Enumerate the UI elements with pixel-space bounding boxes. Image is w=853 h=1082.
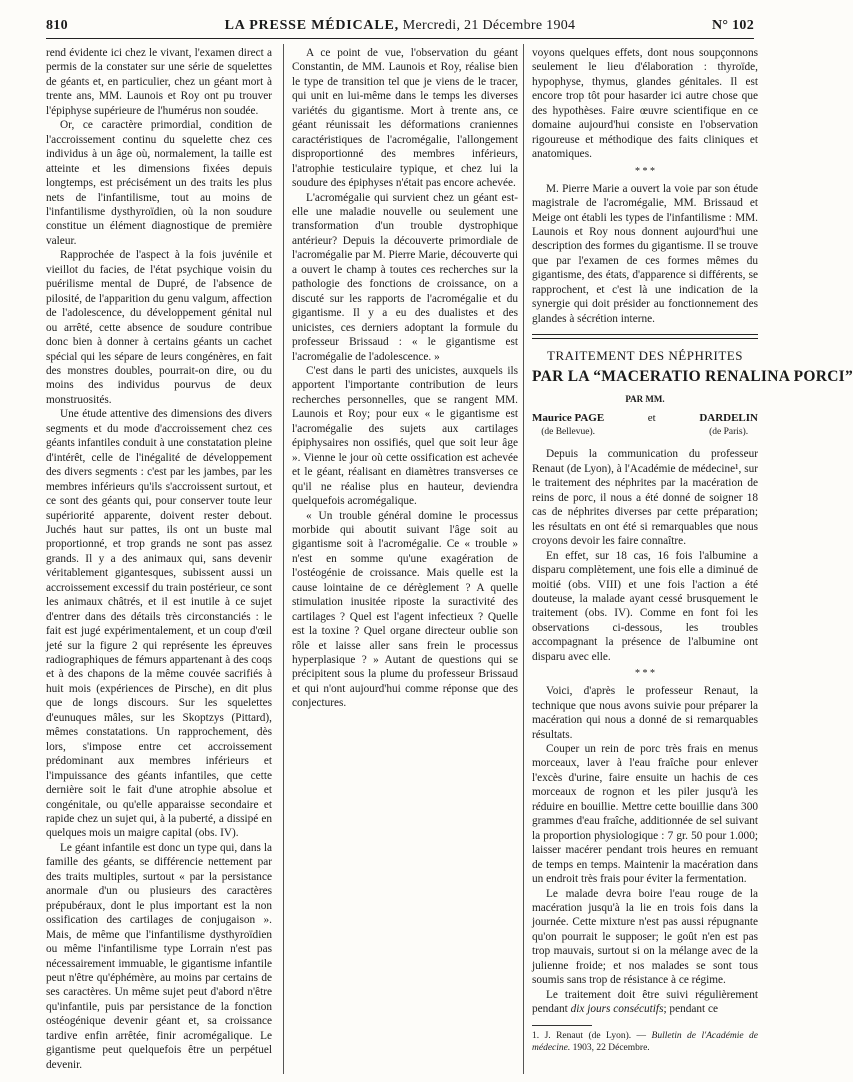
masthead: LA PRESSE MÉDICALE, — [224, 18, 399, 33]
conjunction: et — [647, 411, 656, 424]
footnote — [532, 1030, 758, 1054]
section-separator: * * * — [635, 668, 655, 680]
article-heading: TRAITEMENT DES NÉPHRITES — [547, 348, 743, 364]
column-3 — [532, 46, 853, 1071]
author — [532, 411, 604, 440]
page-header — [46, 14, 754, 38]
paragraph: rend évidente ici chez le vivant, l'examen direct a permis de la constater sur une série de squelettes de géants et, en particulier, chez un géant mort à trente ans, MM. Launois et Roy ont pu trouver l'épiphyse supérieure de l'humérus non soudée. — [46, 47, 272, 117]
paragraph: Couper un rein de porc très frais en menus morceaux, laver à l'eau fraîche pour enlever l'excès d'urine, faire ensuite un hachis de ces morceaux de rognon et les piler jusqu'à les réduire en bouillie. Mettre cette bouillie dans 300 grammes d'eau fraîche, additionnée de sel suivant la proportion physiologique : 7 gr. 50 pour 1.000; laisser macérer pendant trois heures en remuant de temps en temps. Maintenir la macération dans un endroit très frais pour éviter la fermentation. — [532, 743, 758, 886]
column-1 — [46, 46, 272, 1071]
paragraph: C'est dans le parti des unicistes, auxquels ils apportent l'importante contribution de leurs recherches personnelles, que se rangent MM. Launois et Roy; pour eux « le gigantisme est l'acromégalie des sujets aux cartilages épiphysaires non ossifiés, quel que soit leur âge ». Vienne le jour où cette ossification est achevée et le géant, réalisant en diamètres transverses ce qu'il ne réalise plus en hauteur, deviendra quelquefois acromégalique. — [292, 364, 518, 508]
footnote-text: 1. J. Renaut (de Lyon). — — [532, 1030, 647, 1041]
author-origin: (de Bellevue). — [541, 426, 595, 437]
paragraph: voyons quelques effets, dont nous soupçonnons seulement le lieu d'élaboration : thyroïde, hypophyse, thymus, glandes génitales. Il est encore trop tôt pour hasarder ici autre chose que des hypothèses. Faire œuvre scientifique en ce domaine aujourd'hui consiste en l'observation rigoureuse et méthodique des faits cliniques et anatomiques. — [532, 47, 758, 161]
author — [699, 411, 758, 440]
paragraph: « Un trouble général domine le processus morbide qui aboutit suivant l'âge soit au gigantisme soit à l'acromégalie. Ce « trouble » n'est en somme qu'une exagération de l'ostéogénie de croissance. Mais quelle est la cause lointaine de ce dérèglement ? A quelle stimulation inusitée riposte la suractivité des cartilages ? Quel est l'agent infectieux ? Quelle est la toxine ? Quel organe directeur oublie son rôle et laisse aller sans frein le processus hyperplasique ? » Autant de questions qui se précipitent sous la plume du professeur Brissaud et qui n'ont aujourd'hui comme réponse que des conjectures. — [292, 509, 518, 710]
author-name: DARDELIN — [699, 411, 758, 424]
page-number: 810 — [46, 18, 68, 33]
issue-date: Mercredi, 21 Décembre 1904 — [402, 18, 576, 33]
header-rule — [46, 38, 754, 39]
emphasis: dix jours consécutifs — [570, 1003, 664, 1016]
paragraph: A ce point de vue, l'observation du géant Constantin, de MM. Launois et Roy, réalise bien le type de transition tel que je viens de le tracer, qui unit en lui-même dans le temps les diverses variétés du gigantisme. Mort à trente ans, ce géant réunissait les déformations craniennes caractéristiques de l'acromégalie, l'allongement disproportionné des membres inférieurs, l'atrophie testiculaire typique, et chez lui la soudure des épiphyses n'était pas encore achevée. — [292, 47, 518, 190]
issue-number: N° 102 — [711, 18, 754, 33]
article-separator — [532, 334, 758, 339]
paragraph: Depuis la communication du professeur Renaut (de Lyon), à l'Académie de médecine¹, sur le traitement des néphrites par la macération de reins de porc, il nous a été donné de soigner 18 cas de néphrites diverses par cette préparation; les résultats en ont été si remarquables que nous croyons devoir les faire connaître. — [532, 448, 758, 548]
paragraph: Une étude attentive des dimensions des divers segments et du mode d'accroissement chez ces géants infantiles conduit à une constatation pleine d'intérêt, celle de l'inégalité de développement des divers segments : c'est par les jambes, par les membres inférieurs qu'ils s'accroissent surtout, et ce sont des géants qui, pour conserver toute leur supériorité apparente, doivent rester debout. Juchés haut sur pattes, ils ont un buste mal proportionné, et trop grands ne sont pas assez grands. Il y a des animaux qui, sans devenir véritablement gigantesques, subissent aussi un accroissement excessif du train postérieur, ce sont les animaux châtrés, et il est inutile à ce sujet d'entrer dans des détails très circonstanciés : le fait est jugé expérimentalement, et un coup d'œil jeté sur la figure 2 qui représente les épreuves radiographiques de fémurs appartenant à des coqs et à des chapons de la même couvée sacrifiés à huit mois (expériences de Pirsche), en dit plus que de longs discours. Sur les squelettes d'eunuques mâles, sur les Skoptzys (Pittard), mêmes constatations. Un rapprochement, dès lors, s'impose entre cet accroissement prédominant aux membres inférieurs et l'impuissance des géants infantiles, que cette dernière soit le fait d'une atrophie absolue et congénitale, ou qu'elle apparaisse secondaire et rapide chez un sujet qui, à la puberté, a dissipé en quelques mois un maigre capital (obs. IV). — [46, 408, 272, 840]
column-2 — [292, 46, 518, 1071]
article-title: PAR LA “MACERATIO RENALINA PORCI” — [532, 367, 853, 385]
paragraph: Or, ce caractère primordial, condition de l'accroissement continu du squelette chez ces individus à un âge où, normalement, la taille est atteinte et les dimensions fixées depuis longtemps, est précisément un des traits les plus nets de l'infantilisme, tout au moins de l'infantilisme dysthyroïdien, où la non soudure constitue un élément diagnostique de première valeur. — [46, 119, 272, 247]
column-divider — [523, 44, 524, 1074]
footnote-date: 1903, 22 Décembre. — [572, 1042, 650, 1053]
paragraph: M. Pierre Marie a ouvert la voie par son étude magistrale de l'acromégalie, MM. Brissaud et Meige ont établi les types de l'infantilisme : MM. Launois et Roy nous donnent aujourd'hui une description des formes du gigantisme. Il se trouve que par l'examen de ces formes mêmes du gigantisme, des états, d'apparence si différents, se rapprochent, et c'est là une indication de la synergie qui doit présider au fonctionnement des glandes à sécrétion interne. — [532, 182, 758, 325]
column-divider — [283, 44, 284, 1074]
paragraph: Voici, d'après le professeur Renaut, la technique que nous avons suivie pour préparer la macération qui nous a donné de si remarquables résultats. — [532, 685, 758, 741]
footnote-source: Bulletin de l'Académie de médecine. — [532, 1030, 758, 1053]
text: Le traitement doit être suivi régulièrement pendant — [532, 988, 758, 1016]
journal-title — [46, 18, 754, 34]
section-separator: * * * — [635, 165, 655, 177]
paragraph: En effet, sur 18 cas, 16 fois l'albumine a disparu complètement, une fois elle a diminué de moitié (obs. VIII) et une fois l'action a été douteuse, la malade ayant cessé brusquement le traitement (obs. IV). Comme en font foi les observations ci-dessous, les troubles accompagnant la présence de l'albumine ont disparu avec elle. — [532, 549, 758, 663]
paragraph: Rapprochée de l'aspect à la fois juvénile et vieillot du facies, de l'état psychique voisin du puérilisme mental de Dupré, de l'absence de pilosité, de l'apparition du genu valgum, affection de l'adolescence, du développement génital nul ou arrêté, cette absence de soudure contribue donc bien à donner à certains géants un cachet spécial qui les sépare de leurs congénères, en fait des monstres doubles, pourrait-on dire, ou du moins des individus pourvus de deux monstruosités. — [46, 249, 272, 406]
author-origin: (de Paris). — [709, 426, 749, 437]
paragraph: Le malade devra boire l'eau rouge de la macération jusqu'à la lie en trois fois dans la journée. Cette mixture n'est pas aussi répugnante qu'on pourrait le supposer; le goût n'en est pas trop mauvais, surtout si on la mélange avec de la julienne froide; et nos malades se sont tous soumis sans trop de résistance à ce régime. — [532, 887, 758, 987]
paragraph: L'acromégalie qui survient chez un géant est-elle une maladie nouvelle ou seulement une transformation d'un trouble dystrophique antérieur? Depuis la découverte primordiale de l'acromégalie par M. Pierre Marie, découverte qui a ouvert le champ à toutes ces recherches sur la pathologie des fonctions de croissance, on a discuté sur les rapports de l'acromégalie et du gigantisme. Il y a eu des dualistes et des unicistes, ces derniers adoptant la formule du professeur Brissaud : « le gigantisme est l'acromégalie de l'adolescence. » — [292, 191, 518, 363]
paragraph — [532, 988, 758, 1017]
paragraph: Le géant infantile est donc un type qui, dans la famille des géants, se différencie nettement par des traits multiples, surtout « par la persistance anormale d'un ou plusieurs des caractères prépubéraux, dont le plus important est la non ossification des cartilages de conjugaison ». Mais, de même que l'infantilisme dysthyroïdien ou même l'infantilisme type Lorrain n'est pas nécessairement immuable, le gigantisme infantile peut n'être qu'éphémère, au moins par certains de ses caractères. Un même sujet peut d'abord n'être qu'infantile, puis par persistance de la fonction ostéogénique devenir géant et, sa croissance tardive enfin arrêtée, finir acromégalique. Le gigantisme peut quelquefois être un perpétuel devenir. — [46, 841, 272, 1071]
footnote-rule — [532, 1025, 592, 1026]
byline-label: PAR MM. — [625, 394, 665, 405]
text: ; pendant ce — [663, 1003, 719, 1016]
author-name: Maurice PAGE — [532, 411, 605, 424]
authors — [532, 411, 758, 440]
